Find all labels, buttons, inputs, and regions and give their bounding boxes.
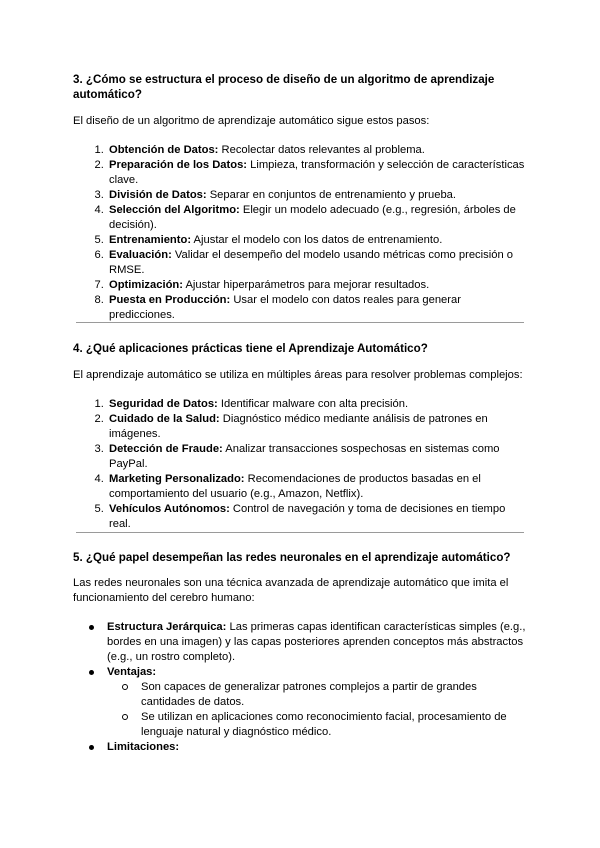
circle-bullet-icon [122, 714, 128, 720]
list-item: Se utilizan en aplicaciones como reconocimiento facial, procesamiento de lenguaje natural y diagnóstico médico. [141, 710, 529, 740]
list-item: 6. Evaluación: Validar el desempeño del modelo usando métricas como precisión o RMSE. [107, 248, 529, 278]
section-3-title: 3. ¿Cómo se estructura el proceso de diseño de un algoritmo de aprendizaje automático? [73, 73, 495, 101]
section-4 [73, 341, 529, 532]
divider [76, 532, 524, 533]
list-item: 1. Seguridad de Datos: Identificar malware con alta precisión. [107, 397, 529, 412]
list-item: 7. Optimización: Ajustar hiperparámetros para mejorar resultados. [107, 278, 529, 293]
list-item: 3. Detección de Fraude: Analizar transacciones sospechosas en sistemas como PayPal. [107, 442, 529, 472]
section-4-intro: El aprendizaje automático se utiliza en múltiples áreas para resolver problemas complejos: [73, 369, 523, 381]
bullet-icon [89, 745, 94, 750]
list-item: 2. Cuidado de la Salud: Diagnóstico médico mediante análisis de patrones en imágenes. [107, 412, 529, 442]
list-item: 4. Marketing Personalizado: Recomendaciones de productos basadas en el comportamiento del usuario (e.g., Amazon, Netflix). [107, 472, 529, 502]
list-item: 1. Obtención de Datos: Recolectar datos relevantes al problema. [107, 143, 529, 158]
bullet-icon [89, 625, 94, 630]
section-4-items [73, 397, 529, 532]
list-item: 2. Preparación de los Datos: Limpieza, transformación y selección de características clave. [107, 158, 529, 188]
section-5-bullets [73, 620, 529, 755]
section-5-intro: Las redes neuronales son una técnica avanzada de aprendizaje automático que imita el funcionamiento del cerebro humano: [73, 577, 509, 604]
list-item: 8. Puesta en Producción: Usar el modelo con datos reales para generar predicciones. [107, 293, 529, 323]
divider [76, 322, 524, 323]
list-item: 4. Selección del Algoritmo: Elegir un modelo adecuado (e.g., regresión, árboles de decisión). [107, 203, 529, 233]
advantages-list [107, 680, 529, 740]
list-item: 5. Entrenamiento: Ajustar el modelo con los datos de entrenamiento. [107, 233, 529, 248]
section-3-intro: El diseño de un algoritmo de aprendizaje automático sigue estos pasos: [73, 115, 430, 127]
list-item: Estructura Jerárquica: Las primeras capas identifican características simples (e.g., bordes en una imagen) y las capas posteriores aprenden conceptos más abstractos (e.g., un rostro completo). [107, 620, 529, 665]
list-item: Ventajas: Son capaces de generalizar patrones complejos a partir de grandes cantidades de datos. Se utilizan en aplicaciones como reconocimiento facial, procesamiento de lenguaje natural y diagnóstico médico. [107, 665, 529, 740]
section-4-title: 4. ¿Qué aplicaciones prácticas tiene el Aprendizaje Automático? [73, 342, 428, 355]
section-5-title: 5. ¿Qué papel desempeñan las redes neuronales en el aprendizaje automático? [73, 551, 511, 564]
section-5 [73, 550, 529, 755]
circle-bullet-icon [122, 684, 128, 690]
list-item: 5. Vehículos Autónomos: Control de navegación y toma de decisiones en tiempo real. [107, 502, 529, 532]
list-item: Limitaciones: [107, 740, 529, 755]
list-item: 3. División de Datos: Separar en conjuntos de entrenamiento y prueba. [107, 188, 529, 203]
section-3-steps [73, 143, 529, 323]
list-item: Son capaces de generalizar patrones complejos a partir de grandes cantidades de datos. [141, 680, 529, 710]
bullet-icon [89, 670, 94, 675]
section-3 [73, 72, 529, 323]
